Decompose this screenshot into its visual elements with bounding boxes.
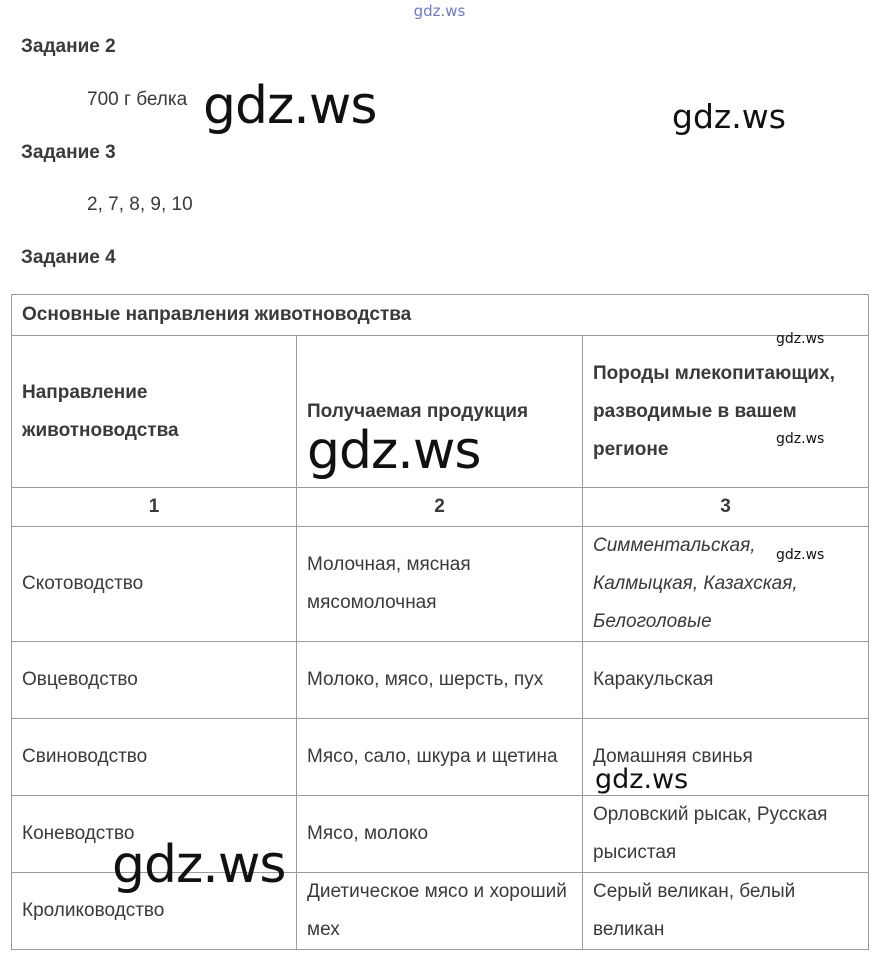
watermark: gdz.ws [776, 431, 825, 447]
header-direction: Направление животноводства [12, 336, 297, 488]
breeds-cell: Каракульская [583, 642, 869, 719]
breeds-cell: Серый великан, белый великан [583, 873, 869, 950]
product-cell: Мясо, сало, шкура и щетина [297, 719, 583, 796]
direction-cell: Скотоводство [12, 527, 297, 642]
table-row [12, 642, 869, 719]
breeds-cell: Домашняя свинья [583, 719, 869, 796]
direction-cell: Кролиководство [12, 873, 297, 950]
header-product: Получаемая продукция [297, 336, 583, 488]
watermark: gdz.ws [776, 547, 825, 563]
direction-cell: Свиноводство [12, 719, 297, 796]
column-number: 1 [12, 488, 297, 527]
watermark: gdz.ws [595, 764, 689, 795]
product-cell: Мясо, молоко [297, 796, 583, 873]
header-breeds: Породы млекопитающих, разводимые в вашем регионе [583, 336, 869, 488]
direction-cell: Коневодство [12, 796, 297, 873]
column-number: 2 [297, 488, 583, 527]
direction-cell: Овцеводство [12, 642, 297, 719]
task-3-answer: 2, 7, 8, 9, 10 [87, 194, 193, 215]
table-row [12, 527, 869, 642]
watermark: gdz.ws [203, 76, 377, 136]
watermark: gdz.ws [112, 835, 286, 895]
task-3-title: Задание 3 [21, 142, 116, 163]
product-cell: Молочная, мясная мясомолочная [297, 527, 583, 642]
task-4-title: Задание 4 [21, 247, 116, 268]
breeds-cell: Симментальская, Калмыцкая, Казахская, Белоголовые [583, 527, 869, 642]
watermark: gdz.ws [307, 421, 481, 481]
product-cell: Диетическое мясо и хороший мех [297, 873, 583, 950]
column-number: 3 [583, 488, 869, 527]
watermark-top: gdz.ws [413, 2, 466, 20]
watermark: gdz.ws [672, 97, 786, 136]
table-row [12, 719, 869, 796]
task-2-answer: 700 г белка [87, 89, 188, 110]
breeds-cell: Орловский рысак, Русская рысистая [583, 796, 869, 873]
watermark: gdz.ws [776, 331, 825, 347]
product-cell: Молоко, мясо, шерсть, пух [297, 642, 583, 719]
task-2-title: Задание 2 [21, 36, 116, 57]
table-caption: Основные направления животноводства [12, 295, 869, 336]
